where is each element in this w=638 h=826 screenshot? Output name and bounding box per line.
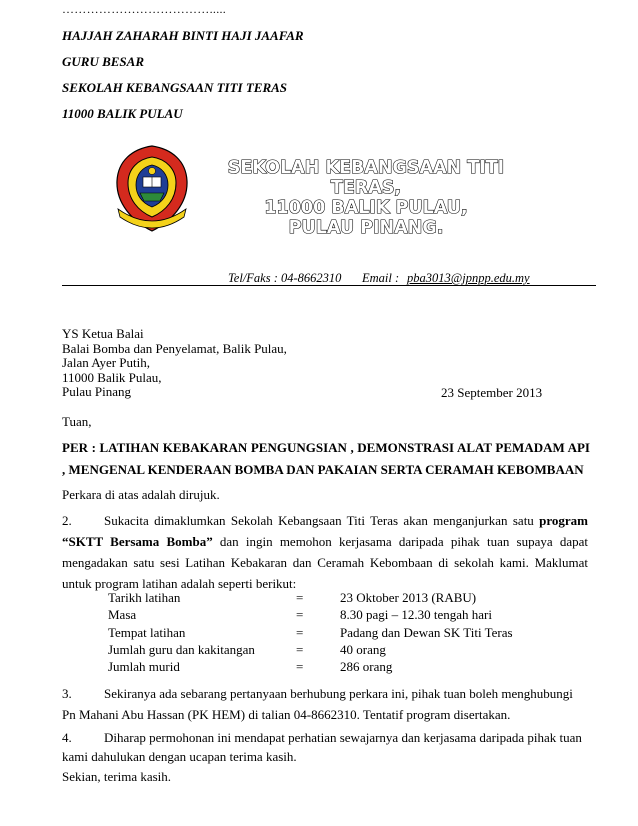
recipient-line-3: Jalan Ayer Putih, (62, 355, 150, 370)
paragraph-2 (62, 510, 588, 594)
sender-school: SEKOLAH KEBANGSAAN TITI TERAS (62, 80, 288, 95)
letterhead-email-label: Email : (362, 271, 400, 285)
paragraph-2-number: 2. (62, 513, 72, 528)
recipient-line-2: Balai Bomba dan Penyelamat, Balik Pulau, (62, 340, 287, 356)
recipient-address (62, 327, 287, 400)
detail-value: 286 orang (340, 659, 393, 675)
detail-value: 23 Oktober 2013 (RABU) (340, 590, 477, 605)
paragraph-3 (62, 683, 588, 725)
paragraph-1: Perkara di atas adalah dirujuk. (62, 487, 220, 502)
detail-key: Tarikh latihan (108, 590, 181, 605)
detail-key: Jumlah guru dan kakitangan (108, 641, 255, 657)
detail-key: Tempat latihan (108, 624, 186, 640)
school-crest-icon (112, 143, 192, 235)
paragraph-2-text-b: dan ingin memohon kerjasama daripada pihak tuan supaya dapat mengadakan satu sesi Latihan Kebakaran dan Ceramah Kebombaan di sekolah kami. Maklumat untuk program latihan adalah seperti berikut: (62, 534, 589, 591)
paragraph-3-number: 3. (62, 686, 72, 701)
detail-equals: = (296, 641, 304, 657)
closing-line: Sekian, terima kasih. (62, 769, 172, 784)
detail-equals: = (296, 590, 304, 605)
detail-value: Padang dan Dewan SK Titi Teras (340, 624, 513, 640)
detail-row (108, 589, 580, 606)
letterhead-divider (62, 285, 596, 286)
detail-key: Jumlah murid (108, 659, 180, 675)
detail-equals: = (296, 659, 304, 675)
detail-value: 8.30 pagi – 12.30 tengah hari (340, 607, 492, 623)
paragraph-3-text: Sekiranya ada sebarang pertanyaan berhubung perkara ini, pihak tuan boleh menghubungi Pn Mahani Abu Hassan (PK HEM) di talian 04-8662310. Tentatif program disertakan. (62, 686, 573, 722)
detail-row (108, 658, 580, 675)
letter-date: 23 September 2013 (441, 385, 543, 400)
recipient-line-4: 11000 Balik Pulau, (62, 369, 162, 385)
detail-equals: = (296, 624, 304, 640)
letterhead-email-link[interactable]: pba3013@jpnpp.edu.my (407, 271, 530, 285)
paragraph-4 (62, 728, 588, 766)
letterhead-line-2: 11000 BALIK PULAU, (264, 198, 468, 218)
letterhead-school-name (190, 158, 542, 238)
detail-value: 40 orang (340, 641, 386, 657)
paragraph-4-number: 4. (62, 730, 72, 745)
salutation: Tuan, (62, 414, 92, 429)
signature-line: ………………………………..... (62, 2, 227, 16)
detail-row (108, 624, 580, 641)
letterhead-line-3: PULAU PINANG. (288, 218, 444, 238)
letterhead-tel: Tel/Faks : 04-8662310 (228, 271, 342, 285)
paragraph-2-text-a: Sukacita dimaklumkan Sekolah Kebangsaan Titi Teras akan menganjurkan satu (104, 513, 540, 528)
detail-row (108, 606, 580, 623)
letterhead-line-1: SEKOLAH KEBANGSAAN TITI TERAS, (227, 158, 505, 198)
recipient-line-5: Pulau Pinang (62, 384, 131, 399)
detail-row (108, 641, 580, 658)
paragraph-4-text: Diharap permohonan ini mendapat perhatian sewajarnya dan kerjasama daripada pihak tuan kami dahulukan dengan ucapan terima kasih. (62, 730, 582, 764)
detail-equals: = (296, 607, 304, 623)
paragraph-2-program-name: program “SKTT Bersama Bomba” (62, 513, 588, 549)
recipient-line-1: YS Ketua Balai (62, 326, 144, 341)
program-details (108, 589, 580, 675)
sender-name: HAJJAH ZAHARAH BINTI HAJI JAAFAR (62, 28, 304, 43)
sender-title: GURU BESAR (62, 54, 144, 69)
sender-postcode-city: 11000 BALIK PULAU (62, 106, 183, 121)
detail-key: Masa (108, 607, 137, 623)
subject-line: PER : LATIHAN KEBAKARAN PENGUNGSIAN , DEMONSTRASI ALAT PEMADAM API , MENGENAL KENDERAAN BOMBA DAN PAKAIAN SERTA CERAMAH KEBOMBAAN (62, 440, 590, 477)
